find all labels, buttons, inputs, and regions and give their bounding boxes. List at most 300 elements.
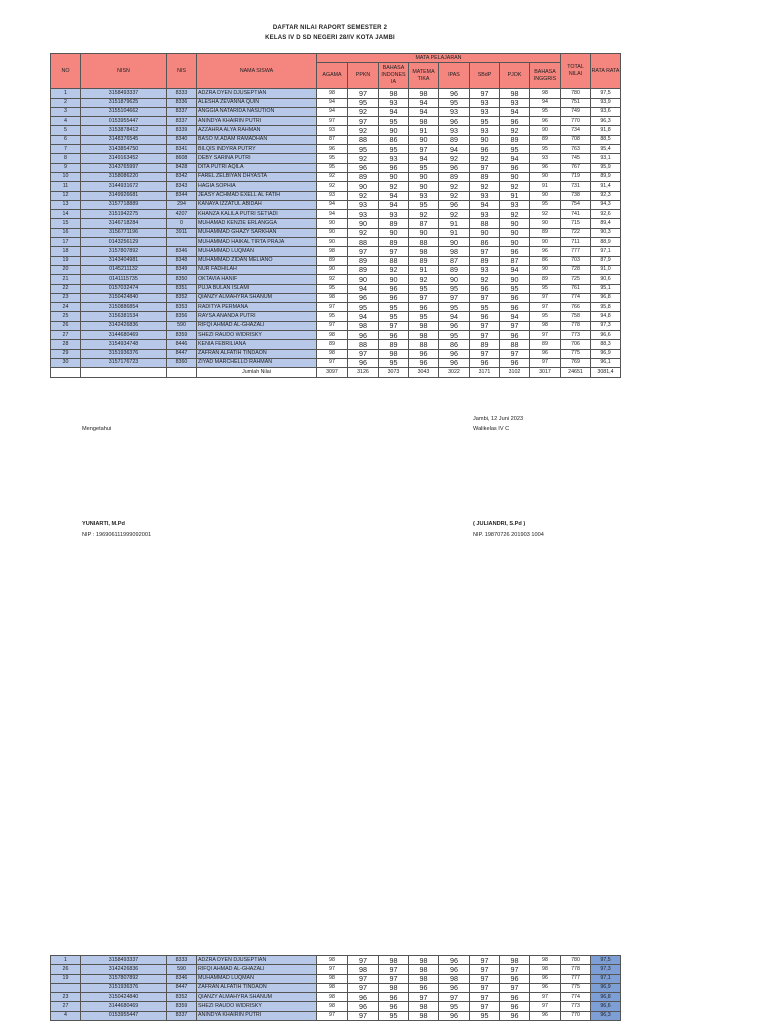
ranking-row <box>51 956 621 965</box>
table-row <box>51 312 621 321</box>
cell-no: 27 <box>51 1002 81 1011</box>
cell-pjok: 96 <box>500 117 530 126</box>
cell-mtk: 98 <box>409 1011 439 1020</box>
cell-sbdp: 93 <box>470 107 500 116</box>
cell-agama: 95 <box>317 284 348 293</box>
cell-nama: ADZRA DYEN DJUSEPTIAN <box>197 89 317 98</box>
cell-bing: 95 <box>530 312 561 321</box>
cell-total: 734 <box>561 126 591 135</box>
cell-mtk: 95 <box>409 163 439 172</box>
cell-bindo: 96 <box>379 163 409 172</box>
cell-bindo: 90 <box>379 126 409 135</box>
cell-nis: 8343 <box>167 182 197 191</box>
cell-sbdp: 93 <box>470 210 500 219</box>
right-signatory-nip: NIP. 19870726 201903 1004 <box>473 532 544 538</box>
cell-total: 778 <box>561 965 591 974</box>
cell-rata: 97,5 <box>591 89 621 98</box>
cell-nama: HAGIA SOPHIA <box>197 182 317 191</box>
cell-mtk: 92 <box>409 210 439 219</box>
cell-pjok: 90 <box>500 219 530 228</box>
cell-ppkn: 96 <box>348 993 379 1002</box>
cell-ppkn: 90 <box>348 219 379 228</box>
cell-sbdp: 97 <box>470 956 500 965</box>
cell-pjok: 98 <box>500 89 530 98</box>
cell-nama: AZZAHRA ALYA RAHMAN <box>197 126 317 135</box>
cell-ppkn: 93 <box>348 200 379 209</box>
cell-mtk: 98 <box>409 89 439 98</box>
cell-sbdp: 97 <box>470 349 500 358</box>
cell-nama: DITA PUTRI AQILA <box>197 163 317 172</box>
cell-ipas: 96 <box>439 358 470 367</box>
cell-rata: 97,5 <box>591 956 621 965</box>
cell-bing: 89 <box>530 340 561 349</box>
cell-no: 21 <box>51 275 81 284</box>
table-row <box>51 358 621 367</box>
cell-ppkn: 97 <box>348 1011 379 1020</box>
table-row <box>51 265 621 274</box>
cell-total: 725 <box>561 275 591 284</box>
cell-nisn: 3158493337 <box>81 956 167 965</box>
cell-no: 9 <box>51 163 81 172</box>
cell-bing: 95 <box>530 284 561 293</box>
cell-nis: 8608 <box>167 154 197 163</box>
cell-nis <box>167 238 197 247</box>
cell-ppkn: 97 <box>348 117 379 126</box>
cell-no: 14 <box>51 210 81 219</box>
right-role: Walikelas IV C <box>473 426 510 432</box>
cell-ppkn: 89 <box>348 172 379 181</box>
cell-rata: 96,6 <box>591 1002 621 1011</box>
cell-ipas: 97 <box>439 993 470 1002</box>
cell-agama: 97 <box>317 358 348 367</box>
col-mata-pelajaran: MATA PELAJARAN <box>317 54 561 63</box>
cell-pjok: 97 <box>500 983 530 992</box>
cell-sbdp: 97 <box>470 163 500 172</box>
cell-nama: NUR FADHILAH <box>197 265 317 274</box>
cell-mtk: 98 <box>409 956 439 965</box>
cell-sbdp: 97 <box>470 247 500 256</box>
cell-pjok: 90 <box>500 172 530 181</box>
cell-ipas: 95 <box>439 284 470 293</box>
cell-pjok: 96 <box>500 974 530 983</box>
cell-nisn: 3157718889 <box>81 200 167 209</box>
cell-bindo: 98 <box>379 983 409 992</box>
cell-sbdp: 95 <box>470 1011 500 1020</box>
col-nama: NAMA SISWA <box>197 54 317 89</box>
cell-bing: 90 <box>530 191 561 200</box>
cell-mtk: 97 <box>409 293 439 302</box>
cell-mtk: 91 <box>409 126 439 135</box>
cell-ipas: 91 <box>439 219 470 228</box>
cell-rata: 96,6 <box>591 331 621 340</box>
cell-pjok: 94 <box>500 107 530 116</box>
cell-bing: 90 <box>530 126 561 135</box>
cell-bindo: 92 <box>379 182 409 191</box>
cell-ppkn: 95 <box>348 98 379 107</box>
cell-agama: 92 <box>317 182 348 191</box>
cell-rata: 97,3 <box>591 965 621 974</box>
cell-sbdp: 97 <box>470 293 500 302</box>
cell-bindo: 89 <box>379 219 409 228</box>
cell-agama: 89 <box>317 256 348 265</box>
cell-mtk: 96 <box>409 983 439 992</box>
cell-bing: 98 <box>530 965 561 974</box>
cell-nisn: 3155104662 <box>81 107 167 116</box>
cell-ipas: 92 <box>439 210 470 219</box>
cell-ppkn: 93 <box>348 210 379 219</box>
cell-bing: 96 <box>530 163 561 172</box>
cell-bing: 96 <box>530 983 561 992</box>
cell-nis: 8348 <box>167 256 197 265</box>
cell-sbdp: 93 <box>470 126 500 135</box>
cell-nisn: 3150424840 <box>81 293 167 302</box>
cell-bindo: 95 <box>379 358 409 367</box>
left-signatory-name: YUNIARTI, M.Pd <box>82 521 125 527</box>
cell-no: 5 <box>51 126 81 135</box>
cell-bing: 98 <box>530 321 561 330</box>
table-row <box>51 275 621 284</box>
cell-rata: 94,3 <box>591 200 621 209</box>
cell-pjok: 88 <box>500 340 530 349</box>
cell-nisn: 3143854750 <box>81 145 167 154</box>
cell-sbdp: 89 <box>470 340 500 349</box>
cell-agama: 98 <box>317 974 348 983</box>
cell-pjok: 91 <box>500 191 530 200</box>
cell-nisn: 0153955447 <box>81 1011 167 1020</box>
cell-rata: 90,6 <box>591 275 621 284</box>
cell-ppkn: 88 <box>348 340 379 349</box>
total-bindo: 3073 <box>379 368 409 377</box>
cell-pjok: 93 <box>500 200 530 209</box>
cell-bindo: 95 <box>379 1011 409 1020</box>
cell-bing: 89 <box>530 228 561 237</box>
cell-bing: 96 <box>530 974 561 983</box>
cell-rata: 96,1 <box>591 358 621 367</box>
cell-total: 773 <box>561 331 591 340</box>
cell-ppkn: 95 <box>348 303 379 312</box>
cell-no: 7 <box>51 145 81 154</box>
cell-ipas: 96 <box>439 89 470 98</box>
cell-no: 12 <box>51 191 81 200</box>
cell-nis: 8351 <box>167 284 197 293</box>
cell-ppkn: 92 <box>348 126 379 135</box>
cell-agama: 93 <box>317 126 348 135</box>
cell-agama: 94 <box>317 200 348 209</box>
cell-agama: 94 <box>317 98 348 107</box>
cell-nama: MUHAMMAD HAIKAL TIRTA PRAJA <box>197 238 317 247</box>
cell-agama: 98 <box>317 956 348 965</box>
col-nis: NIS <box>167 54 197 89</box>
cell-rata: 96,9 <box>591 983 621 992</box>
cell-sbdp: 97 <box>470 321 500 330</box>
cell-ipas: 95 <box>439 98 470 107</box>
cell-nisn: 3157176723 <box>81 358 167 367</box>
cell-no: 4 <box>51 1011 81 1020</box>
cell-bindo: 86 <box>379 135 409 144</box>
cell-agama: 89 <box>317 340 348 349</box>
cell-nama: ADZRA DYEN DJUSEPTIAN <box>197 956 317 965</box>
cell-no: 10 <box>51 172 81 181</box>
cell-nis: 8350 <box>167 275 197 284</box>
col-pjok: PJOK <box>500 63 530 89</box>
cell-no: 3 <box>51 107 81 116</box>
cell-nama: KENIA FEBRILIANA <box>197 340 317 349</box>
cell-nisn: 3144680469 <box>81 331 167 340</box>
cell-ipas: 92 <box>439 191 470 200</box>
cell-total: 706 <box>561 340 591 349</box>
cell-no: 17 <box>51 238 81 247</box>
cell-total: 754 <box>561 200 591 209</box>
cell-agama: 98 <box>317 993 348 1002</box>
total-total: 24651 <box>561 368 591 377</box>
cell-mtk: 97 <box>409 145 439 154</box>
cell-mtk: 95 <box>409 284 439 293</box>
cell-total: 745 <box>561 154 591 163</box>
cell-nama: DEBY SARINA PUTRI <box>197 154 317 163</box>
cell-nama: ALESHA ZEVANNA QUIN <box>197 98 317 107</box>
cell-nis: 8336 <box>167 98 197 107</box>
cell-nisn: 3156381534 <box>81 312 167 321</box>
table-row <box>51 191 621 200</box>
cell-rata: 95,1 <box>591 284 621 293</box>
cell-total: 751 <box>561 98 591 107</box>
cell-mtk: 88 <box>409 238 439 247</box>
cell-bing: 97 <box>530 303 561 312</box>
cell-mtk: 90 <box>409 228 439 237</box>
table-row <box>51 182 621 191</box>
cell-nis: 8346 <box>167 974 197 983</box>
cell-no: 4 <box>51 117 81 126</box>
cell-ppkn: 98 <box>348 321 379 330</box>
cell-pjok: 96 <box>500 1002 530 1011</box>
cell-nama: MUHAMAD KENZIE ERLANGGA <box>197 219 317 228</box>
cell-ipas: 95 <box>439 303 470 312</box>
table-row <box>51 238 621 247</box>
cell-bindo: 96 <box>379 331 409 340</box>
cell-rata: 95,9 <box>591 163 621 172</box>
cell-no: 19 <box>51 256 81 265</box>
cell-ipas: 89 <box>439 172 470 181</box>
cell-bing: 97 <box>530 331 561 340</box>
cell-total: 715 <box>561 219 591 228</box>
total-ipas: 3022 <box>439 368 470 377</box>
cell-nama: ANINDYA KHAIRIN PUTRI <box>197 1011 317 1020</box>
cell-bindo: 94 <box>379 107 409 116</box>
table-row <box>51 349 621 358</box>
cell-total: 719 <box>561 172 591 181</box>
cell-bindo: 97 <box>379 247 409 256</box>
cell-bing: 90 <box>530 265 561 274</box>
cell-bindo: 89 <box>379 340 409 349</box>
cell-pjok: 96 <box>500 358 530 367</box>
cell-nama: BILQIS INDYRA PUTRY <box>197 145 317 154</box>
cell-ipas: 89 <box>439 265 470 274</box>
col-sbdp: SBdP <box>470 63 500 89</box>
total-pjok: 3102 <box>500 368 530 377</box>
cell-no: 8 <box>51 154 81 163</box>
cell-bing: 89 <box>530 135 561 144</box>
cell-rata: 95,4 <box>591 145 621 154</box>
cell-mtk: 89 <box>409 256 439 265</box>
cell-no: 24 <box>51 303 81 312</box>
cell-total: 770 <box>561 1011 591 1020</box>
table-row <box>51 293 621 302</box>
cell-ppkn: 90 <box>348 182 379 191</box>
table-row <box>51 247 621 256</box>
cell-agama: 93 <box>317 191 348 200</box>
cell-agama: 92 <box>317 275 348 284</box>
cell-nis: 590 <box>167 965 197 974</box>
cell-total: 711 <box>561 238 591 247</box>
cell-agama: 94 <box>317 210 348 219</box>
cell-pjok: 95 <box>500 284 530 293</box>
cell-rata: 93,6 <box>591 107 621 116</box>
cell-nisn: 3143404981 <box>81 256 167 265</box>
cell-agama: 98 <box>317 349 348 358</box>
cell-bing: 93 <box>530 154 561 163</box>
ranking-table <box>50 955 621 1021</box>
cell-agama: 97 <box>317 117 348 126</box>
cell-no: 26 <box>51 965 81 974</box>
cell-sbdp: 90 <box>470 228 500 237</box>
cell-agama: 98 <box>317 983 348 992</box>
cell-no: 1 <box>51 956 81 965</box>
cell-sbdp: 95 <box>470 117 500 126</box>
totals-label: Jumlah Nilai <box>197 368 317 377</box>
cell-agama: 92 <box>317 172 348 181</box>
cell-ppkn: 96 <box>348 293 379 302</box>
cell-rata: 92,6 <box>591 210 621 219</box>
cell-ppkn: 96 <box>348 163 379 172</box>
cell-nis: 8337 <box>167 117 197 126</box>
cell-agama: 95 <box>317 312 348 321</box>
table-row <box>51 331 621 340</box>
cell-ppkn: 97 <box>348 956 379 965</box>
cell-ipas: 94 <box>439 312 470 321</box>
cell-nis: 8447 <box>167 349 197 358</box>
cell-pjok: 96 <box>500 993 530 1002</box>
cell-no: 11 <box>51 182 81 191</box>
cell-no: 28 <box>51 340 81 349</box>
cell-no: 19 <box>51 974 81 983</box>
cell-mtk: 98 <box>409 965 439 974</box>
cell-mtk: 98 <box>409 331 439 340</box>
cell-bindo: 96 <box>379 993 409 1002</box>
cell-nisn: 0153955447 <box>81 117 167 126</box>
cell-ipas: 96 <box>439 965 470 974</box>
table-row <box>51 321 621 330</box>
cell-bing: 95 <box>530 145 561 154</box>
cell-ipas: 92 <box>439 182 470 191</box>
cell-mtk: 94 <box>409 98 439 107</box>
cell-sbdp: 88 <box>470 219 500 228</box>
cell-nisn: 3144931672 <box>81 182 167 191</box>
cell-no: 16 <box>51 228 81 237</box>
cell-rata: 91,8 <box>591 126 621 135</box>
col-total: TOTAL NILAI <box>561 54 591 89</box>
cell-nama: PUJA BULAN ISLAMI <box>197 284 317 293</box>
cell-sbdp: 89 <box>470 172 500 181</box>
cell-rata: 92,3 <box>591 191 621 200</box>
cell-mtk: 93 <box>409 191 439 200</box>
table-row <box>51 145 621 154</box>
cell-total: 777 <box>561 974 591 983</box>
cell-nis: 4207 <box>167 210 197 219</box>
cell-pjok: 95 <box>500 145 530 154</box>
grade-table <box>50 53 621 378</box>
cell-bing: 94 <box>530 98 561 107</box>
cell-nama: RADITYA PERMANA <box>197 303 317 312</box>
cell-ppkn: 97 <box>348 247 379 256</box>
cell-nisn: 3154934748 <box>81 340 167 349</box>
cell-bindo: 94 <box>379 191 409 200</box>
cell-ipas: 98 <box>439 974 470 983</box>
cell-agama: 96 <box>317 145 348 154</box>
ranking-row <box>51 983 621 992</box>
cell-rata: 96,8 <box>591 293 621 302</box>
cell-total: 774 <box>561 993 591 1002</box>
cell-bing: 97 <box>530 1002 561 1011</box>
cell-nisn: 0145211132 <box>81 265 167 274</box>
cell-ppkn: 98 <box>348 965 379 974</box>
cell-agama: 97 <box>317 1011 348 1020</box>
cell-pjok: 98 <box>500 956 530 965</box>
cell-ipas: 90 <box>439 238 470 247</box>
cell-ppkn: 92 <box>348 154 379 163</box>
table-row <box>51 284 621 293</box>
cell-ppkn: 88 <box>348 238 379 247</box>
cell-mtk: 98 <box>409 117 439 126</box>
cell-pjok: 96 <box>500 247 530 256</box>
cell-mtk: 94 <box>409 154 439 163</box>
cell-total: 778 <box>561 321 591 330</box>
cell-bindo: 94 <box>379 200 409 209</box>
cell-total: 774 <box>561 293 591 302</box>
cell-bing: 96 <box>530 117 561 126</box>
cell-mtk: 98 <box>409 321 439 330</box>
cell-nisn: 3149926681 <box>81 191 167 200</box>
cell-nisn: 3157807892 <box>81 247 167 256</box>
cell-nisn: 3151879625 <box>81 98 167 107</box>
cell-total: 758 <box>561 312 591 321</box>
cell-bing: 95 <box>530 107 561 116</box>
cell-no: 22 <box>51 284 81 293</box>
total-sbdp: 3171 <box>470 368 500 377</box>
cell-nama: ZAFRAN ALFATIH TINDAON <box>197 349 317 358</box>
cell-total: 722 <box>561 228 591 237</box>
cell-mtk: 90 <box>409 172 439 181</box>
table-row <box>51 135 621 144</box>
cell-pjok: 87 <box>500 256 530 265</box>
cell-nisn: 3150886854 <box>81 303 167 312</box>
cell-nama: MUHAMMAD LUQMAN <box>197 247 317 256</box>
cell-agama: 97 <box>317 965 348 974</box>
cell-total: 769 <box>561 358 591 367</box>
cell-pjok: 94 <box>500 265 530 274</box>
cell-total: 741 <box>561 210 591 219</box>
cell-sbdp: 97 <box>470 974 500 983</box>
cell-ipas: 90 <box>439 275 470 284</box>
cell-nis: 8447 <box>167 983 197 992</box>
cell-bindo: 98 <box>379 349 409 358</box>
cell-nisn: 0143256129 <box>81 238 167 247</box>
cell-total: 703 <box>561 256 591 265</box>
cell-nama: MUHAMMAD GHAZY SARKHAN <box>197 228 317 237</box>
cell-mtk: 96 <box>409 349 439 358</box>
cell-nisn: 3151936376 <box>81 983 167 992</box>
cell-no: 13 <box>51 200 81 209</box>
cell-nama: SHEZI RAUDO WIDRISKY <box>197 1002 317 1011</box>
